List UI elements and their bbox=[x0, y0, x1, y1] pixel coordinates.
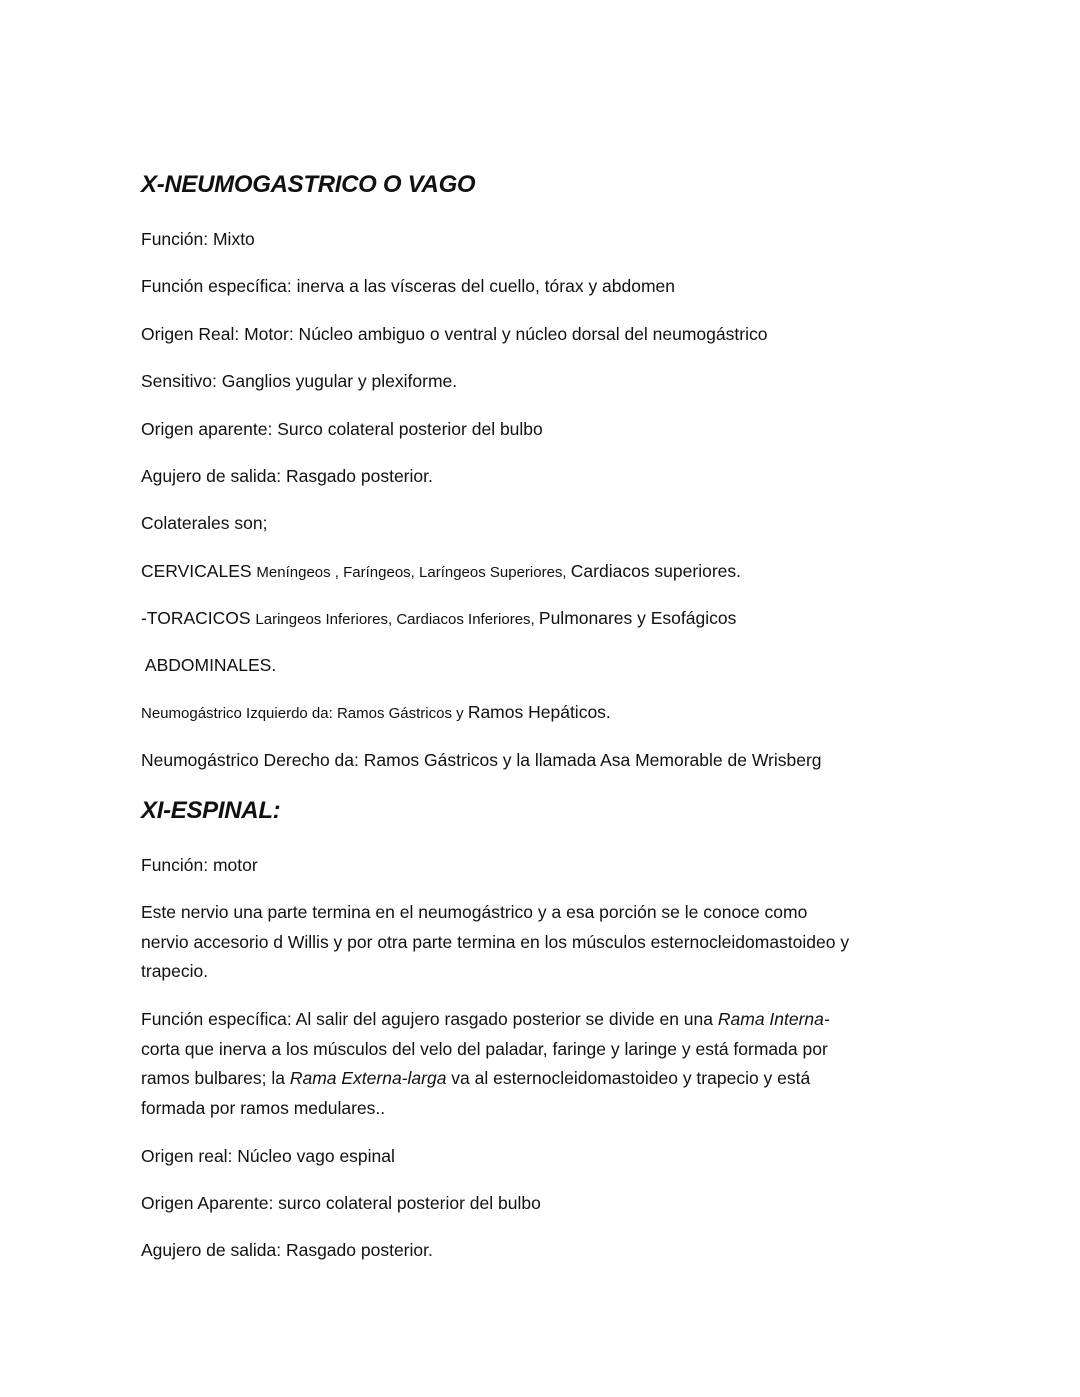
espinal-funcion-especifica bbox=[141, 1005, 830, 1123]
agujero-salida: Agujero de salida: Rasgado posterior. bbox=[141, 466, 433, 486]
fe-text: ramos bulbares; la bbox=[141, 1068, 290, 1088]
descripcion-line: trapecio. bbox=[141, 961, 209, 981]
cervicales-ramos: Meníngeos , Faríngeos, Laríngeos Superiores, bbox=[256, 564, 571, 581]
neumogastrico-derecho: Neumogástrico Derecho da: Ramos Gástricos y la llamada Asa Memorable de Wrisberg bbox=[141, 750, 822, 770]
fe-text: Función específica: Al salir del agujero rasgado posterior se divide en una bbox=[141, 1009, 718, 1029]
origen-aparente: Origen aparente: Surco colateral posterior del bulbo bbox=[141, 419, 543, 439]
fe-line: formada por ramos medulares.. bbox=[141, 1097, 386, 1118]
rama-externa: Rama Externa-larga bbox=[289, 1068, 447, 1088]
espinal-origen-aparente: Origen Aparente: surco colateral posterior del bulbo bbox=[141, 1193, 541, 1213]
fe-text: va al esternocleidomastoideo y trapecio y está bbox=[446, 1068, 811, 1088]
toracicos-label: -TORACICOS bbox=[141, 608, 256, 628]
abdominales: ABDOMINALES. bbox=[141, 655, 277, 675]
espinal-origen-real: Origen real: Núcleo vago espinal bbox=[141, 1146, 395, 1166]
descripcion-line: Este nervio una parte termina en el neumogástrico y a esa porción se le conoce como bbox=[141, 902, 808, 922]
funcion: Función: Mixto bbox=[141, 229, 255, 249]
toracicos-ramos: Laringeos Inferiores, Cardiacos Inferiores, bbox=[255, 611, 539, 628]
section-title-neumogastrico: X-NEUMOGASTRICO O VAGO bbox=[141, 171, 476, 198]
cervicales-cardiacos: Cardiacos superiores. bbox=[570, 561, 741, 581]
izquierdo-hepaticos: Ramos Hepáticos. bbox=[467, 702, 611, 722]
sensitivo: Sensitivo: Ganglios yugular y plexiforme. bbox=[141, 371, 458, 391]
rama-interna: Rama Interna- bbox=[717, 1009, 830, 1029]
fe-line: corta que inerva a los músculos del velo del paladar, faringe y laringe y está formada por bbox=[141, 1038, 828, 1059]
cervicales-label: CERVICALES bbox=[141, 561, 257, 581]
izquierdo-gastricos: Neumogástrico Izquierdo da: Ramos Gástricos y bbox=[141, 705, 468, 722]
origen-real: Origen Real: Motor: Núcleo ambiguo o ventral y núcleo dorsal del neumogástrico bbox=[141, 324, 768, 344]
toracicos bbox=[141, 604, 736, 635]
fe-line bbox=[141, 1064, 830, 1094]
cervicales bbox=[141, 557, 741, 588]
espinal-agujero-salida: Agujero de salida: Rasgado posterior. bbox=[141, 1240, 433, 1260]
descripcion-line: nervio accesorio d Willis y por otra parte termina en los músculos esternocleidomastoideo y bbox=[141, 931, 850, 952]
toracicos-pulmonares: Pulmonares y Esofágicos bbox=[538, 608, 737, 628]
fe-line bbox=[141, 1005, 830, 1035]
espinal-descripcion bbox=[141, 898, 849, 987]
espinal-funcion: Función: motor bbox=[141, 855, 258, 875]
funcion-especifica: Función específica: inerva a las vísceras del cuello, tórax y abdomen bbox=[141, 276, 676, 296]
section-title-espinal: XI-ESPINAL: bbox=[141, 797, 281, 824]
neumogastrico-izquierdo bbox=[141, 698, 611, 729]
colaterales: Colaterales son; bbox=[141, 513, 268, 533]
